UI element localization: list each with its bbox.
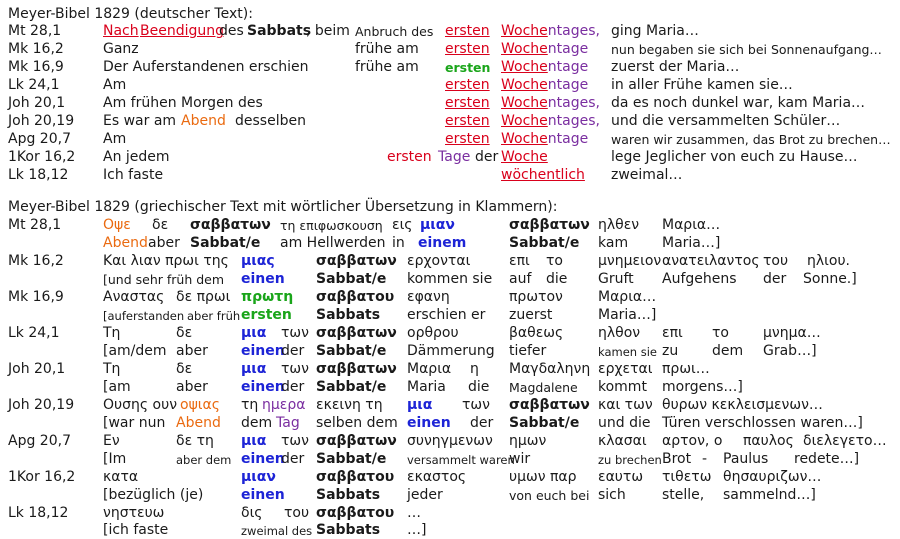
verse-continuation: ging Maria… [611, 23, 699, 39]
german-word: Türen verschlossen waren…] [662, 415, 863, 431]
word-suffix: ntage [547, 41, 589, 57]
verse-start: Es war am [103, 113, 177, 129]
german-word: wir [509, 451, 531, 467]
greek-word: Μαρια… [598, 289, 657, 305]
word-suffix: ntages, [547, 23, 600, 39]
german-word: Paulus [723, 451, 769, 467]
german-word: Grab…] [763, 343, 817, 359]
greek-word: διελεγετο… [803, 433, 887, 449]
greek-word: των [281, 325, 309, 341]
german-word: dem [241, 415, 273, 431]
greek-word-mia: μια [241, 433, 267, 449]
verse-reference: 1Kor 16,2 [8, 149, 76, 165]
greek-word: πρωτον [509, 289, 563, 305]
greek-word: επι [662, 325, 683, 341]
greek-word: δε πρωι [176, 289, 231, 305]
word-suffix: ntages, [547, 95, 600, 111]
greek-word: ηλιου. [807, 253, 851, 269]
greek-word: εις [392, 217, 413, 233]
word-ersten: ersten [445, 41, 490, 57]
german-word: [ich faste [103, 522, 169, 538]
word-suffix: ntage [547, 131, 589, 147]
word-woche: Woche [501, 59, 548, 75]
greek-word: αρτον, ο [662, 433, 723, 449]
greek-word: θυρων κεκλεισμενων… [662, 397, 823, 413]
greek-word: των [462, 397, 490, 413]
german-word: kam [598, 235, 629, 251]
word-des: des [219, 23, 244, 39]
word-woche: Woche [501, 131, 548, 147]
greek-word: μνημα… [763, 325, 821, 341]
german-word: [Im [103, 451, 127, 467]
german-word: Maria…] [662, 235, 721, 251]
german-word: [bezüglich (je) [103, 487, 204, 503]
german-word-tag: Tag [276, 415, 300, 431]
greek-word: εκεινη τη [316, 397, 383, 413]
german-word-einen: einen [241, 343, 285, 359]
verse-continuation: zweimal… [611, 167, 683, 183]
german-word: zuerst [509, 307, 553, 323]
verse-start: Am frühen Morgen des [103, 95, 263, 111]
greek-word-sabbaton: σαββατων [316, 253, 397, 269]
german-word-sabbat: Sabbat/e [316, 343, 387, 359]
word-woche: Woche [501, 113, 548, 129]
verse-start: Am [103, 77, 127, 93]
greek-word: θησαυριζων… [723, 469, 822, 485]
german-word-sabbats: Sabbats [316, 487, 381, 503]
word-sabbats: Sabbats [247, 23, 312, 39]
german-word-einen: einen [241, 487, 285, 503]
greek-word: ανατειλαντος [662, 253, 760, 269]
greek-word: δε τη [176, 433, 214, 449]
german-word: Maria [407, 379, 446, 395]
german-word-ersten: ersten [241, 307, 292, 323]
greek-word: Μαγδαληνη [509, 361, 591, 377]
word-abend: Abend [181, 113, 226, 129]
greek-word-sabbaton: σαββατων [509, 217, 590, 233]
verse-reference: Lk 18,12 [8, 505, 69, 521]
word-suffix: ntages, [547, 113, 600, 129]
greek-word: Οψε [103, 217, 131, 233]
german-word-sabbat: Sabbat/e [509, 415, 580, 431]
greek-word: βαθεως [509, 325, 564, 341]
german-word-einen: einen [241, 451, 285, 467]
word-ersten: ersten [387, 149, 432, 165]
greek-word: Αναστας [103, 289, 165, 305]
german-word: tiefer [509, 343, 547, 359]
greek-word: η [470, 361, 479, 377]
greek-word: τη επιφωσκουση [280, 218, 383, 233]
german-word-einen: einen [241, 271, 285, 287]
greek-word: το [546, 253, 563, 269]
greek-word: του [284, 505, 310, 521]
word-beendigung: Beendigung [140, 23, 224, 39]
verse-reference: Joh 20,1 [8, 361, 66, 377]
german-word-einem: einem [418, 235, 467, 251]
greek-word: ορθρου [407, 325, 459, 341]
verse-reference: Mk 16,2 [8, 41, 64, 57]
greek-word: το [712, 325, 729, 341]
greek-word: των [281, 433, 309, 449]
german-word: zu brechen [598, 453, 662, 467]
german-word: aber [176, 379, 208, 395]
word-tage: Tage [438, 149, 471, 165]
german-word: am Hellwerden [280, 235, 386, 251]
german-word: …] [407, 522, 427, 538]
greek-word: … [407, 505, 421, 521]
greek-word-mian: μιαν [241, 469, 276, 485]
german-word: versammelt waren [407, 453, 515, 467]
greek-word: Μαρια [407, 361, 452, 377]
german-word: aber früh [187, 309, 241, 323]
verse-start: Ich faste [103, 167, 164, 183]
german-word: morgens…] [662, 379, 743, 395]
word-woche: Woche [501, 95, 548, 111]
verse-continuation: waren wir zusammen, das Brot zu brechen… [611, 132, 891, 147]
german-word: redete…] [794, 451, 860, 467]
german-word: aber [176, 343, 208, 359]
german-word: Magdalene [509, 380, 578, 395]
word-woche: Woche [501, 23, 548, 39]
word-ersten-green: ersten [445, 60, 491, 75]
greek-word: πρωι… [662, 361, 710, 377]
german-word-sabbat: Sabbat/e [509, 235, 580, 251]
word-ersten: ersten [445, 113, 490, 129]
greek-word: υμων παρ [509, 469, 577, 485]
verse-reference: Joh 20,19 [8, 397, 75, 413]
greek-word-sabbatou: σαββατου [316, 289, 395, 305]
greek-word: νηστευω [103, 505, 165, 521]
german-word-sabbats: Sabbats [316, 307, 381, 323]
verse-reference: Mt 28,1 [8, 217, 62, 233]
german-word-sabbat: Sabbat/e [316, 451, 387, 467]
greek-word: Εν [103, 433, 120, 449]
greek-word-mia: μια [241, 325, 267, 341]
verse-reference: 1Kor 16,2 [8, 469, 76, 485]
german-word: [am/dem [103, 343, 167, 359]
word-woche: Woche [501, 41, 548, 57]
german-word: aber dem [176, 453, 232, 467]
greek-word: δε [176, 325, 193, 341]
verse-continuation: lege Jeglicher von euch zu Hause… [611, 149, 858, 165]
greek-word: δις [241, 505, 263, 521]
german-word: erschien er [407, 307, 486, 323]
greek-word-mia: μια [407, 397, 433, 413]
greek-word: επι [509, 253, 530, 269]
greek-word-mian: μιαν [420, 217, 455, 233]
word-nach: Nach [103, 23, 139, 39]
section1-header: Meyer-Bibel 1829 (deutscher Text): [8, 6, 253, 22]
german-word: dem [712, 343, 744, 359]
greek-word-prote: πρωτη [241, 289, 294, 305]
greek-word: εαυτω [598, 469, 644, 485]
greek-word-sabbaton: σαββατων [316, 325, 397, 341]
greek-word: παυλος [743, 433, 794, 449]
verse-reference: Mt 28,1 [8, 23, 62, 39]
verse-continuation: zuerst der Maria… [611, 59, 740, 75]
greek-word-opsias: οψιας [180, 397, 220, 413]
verse-start: Der Auferstandenen erschien [103, 59, 309, 75]
german-word: [war nun [103, 415, 166, 431]
german-word: [am [103, 379, 131, 395]
german-word: auf [509, 271, 532, 287]
german-word: zweimal des [241, 524, 313, 538]
german-word: kamen sie [598, 345, 657, 359]
german-word-sabbat: Sabbat/e [190, 235, 261, 251]
greek-word-mias: μιας [241, 253, 275, 269]
greek-word: δε [152, 217, 169, 233]
word-anbruch: Anbruch des [355, 24, 434, 39]
verse-reference: Apg 20,7 [8, 131, 71, 147]
word-der: der [475, 149, 499, 165]
word-ersten: ersten [445, 131, 490, 147]
german-word-sabbat: Sabbat/e [316, 379, 387, 395]
german-word: jeder [407, 487, 443, 503]
greek-word: Τη [103, 325, 121, 341]
german-word: [auferstanden [103, 309, 185, 323]
word-fruehe-am: frühe am [355, 41, 419, 57]
german-word: Maria…] [598, 307, 657, 323]
word-ersten: ersten [445, 77, 490, 93]
greek-word-mia: μια [241, 361, 267, 377]
verse-reference: Mk 16,2 [8, 253, 64, 269]
greek-word: Μαρια… [662, 217, 721, 233]
greek-word: τιθετω [662, 469, 712, 485]
word-woche: Woche [501, 77, 548, 93]
verse-reference: Mk 16,9 [8, 289, 64, 305]
german-word: sich [598, 487, 626, 503]
greek-word: ηλθεν [598, 217, 640, 233]
german-word: in [392, 235, 405, 251]
verse-start: An jedem [103, 149, 170, 165]
greek-word-sabbatou: σαββατου [316, 505, 395, 521]
verse-reference: Lk 18,12 [8, 167, 69, 183]
greek-word: κατα [103, 469, 139, 485]
greek-word: μνημειον [598, 253, 662, 269]
greek-word: ερχονται [407, 253, 471, 269]
greek-word: ηλθον [598, 325, 641, 341]
greek-word-sabbatou: σαββατου [316, 469, 395, 485]
german-word: Dämmerung [407, 343, 495, 359]
word-woechentlich: wöchentlich [501, 167, 585, 183]
verse-start: Am [103, 131, 127, 147]
german-word: sammelnd…] [723, 487, 816, 503]
german-word-abend: Abend [176, 415, 221, 431]
german-word-sabbat: Sabbat/e [316, 271, 387, 287]
german-word: [und sehr früh dem [103, 272, 225, 287]
greek-word: δε [176, 361, 193, 377]
word-fruehe-am: frühe am [355, 59, 419, 75]
german-word-sabbats: Sabbats [316, 522, 381, 538]
greek-word: τη [241, 397, 259, 413]
german-word: die [546, 271, 568, 287]
verse-continuation: nun begaben sie sich bei Sonnenaufgang… [611, 42, 882, 57]
german-word: aber [148, 235, 180, 251]
word-suffix: ntage [547, 59, 589, 75]
german-word: Gruft [598, 271, 634, 287]
german-word: kommen sie [407, 271, 493, 287]
greek-word: ημων [509, 433, 547, 449]
greek-word: συνηγμενων [407, 433, 493, 449]
greek-word: του [763, 253, 789, 269]
verse-reference: Joh 20,19 [8, 113, 75, 129]
german-word: stelle, [662, 487, 705, 503]
greek-word: των [281, 361, 309, 377]
verse-continuation: da es noch dunkel war, kam Maria… [611, 95, 866, 111]
greek-word-sabbaton: σαββατων [509, 397, 590, 413]
verse-reference: Lk 24,1 [8, 77, 60, 93]
verse-start: Ganz [103, 41, 139, 57]
section2-header: Meyer-Bibel 1829 (griechischer Text mit wörtlicher Übersetzung in Klammern): [8, 199, 558, 215]
verse-continuation: in aller Frühe kamen sie… [611, 77, 793, 93]
verse-reference: Mk 16,9 [8, 59, 64, 75]
german-word: Brot [662, 451, 692, 467]
greek-word: ερχεται [598, 361, 653, 377]
greek-word-sabbaton: σαββατων [190, 217, 271, 233]
german-word-abend: Abend [103, 235, 148, 251]
german-word-einen: einen [241, 379, 285, 395]
german-word: und die [598, 415, 651, 431]
german-word: von euch bei [509, 488, 590, 503]
word-ersten: ersten [445, 95, 490, 111]
greek-word-sabbaton: σαββατων [316, 361, 397, 377]
verse-continuation: und die versammelten Schüler… [611, 113, 841, 129]
german-word: der [281, 451, 305, 467]
word-ersten: ersten [445, 23, 490, 39]
greek-word: εφανη [407, 289, 450, 305]
verse-reference: Apg 20,7 [8, 433, 71, 449]
german-word: selben dem [316, 415, 398, 431]
german-word: der [281, 343, 305, 359]
german-word: kommt [598, 379, 647, 395]
greek-word: Ουσης ουν [103, 397, 178, 413]
word-suffix: ntage [547, 77, 589, 93]
german-word: Sonne.] [803, 271, 857, 287]
word-desselben: desselben [235, 113, 306, 129]
german-word: Aufgehens [662, 271, 737, 287]
verse-reference: Lk 24,1 [8, 325, 60, 341]
greek-word-sabbaton: σαββατων [316, 433, 397, 449]
verse-reference: Joh 20,1 [8, 95, 66, 111]
greek-word-hemera: ημερα [262, 397, 306, 413]
word-woche: Woche [501, 149, 548, 165]
german-word: der [470, 415, 494, 431]
german-word: der [281, 379, 305, 395]
word-beim: , beim [306, 23, 350, 39]
german-word: - [702, 451, 708, 467]
german-word: zu [662, 343, 679, 359]
german-word: die [468, 379, 490, 395]
greek-word: κλασαι [598, 433, 647, 449]
german-word: der [763, 271, 787, 287]
greek-word: εκαστος [407, 469, 467, 485]
greek-word: και των [598, 397, 653, 413]
greek-word: Και λιαν πρωι της [103, 253, 229, 269]
greek-word: Τη [103, 361, 121, 377]
german-word-einen: einen [407, 415, 451, 431]
